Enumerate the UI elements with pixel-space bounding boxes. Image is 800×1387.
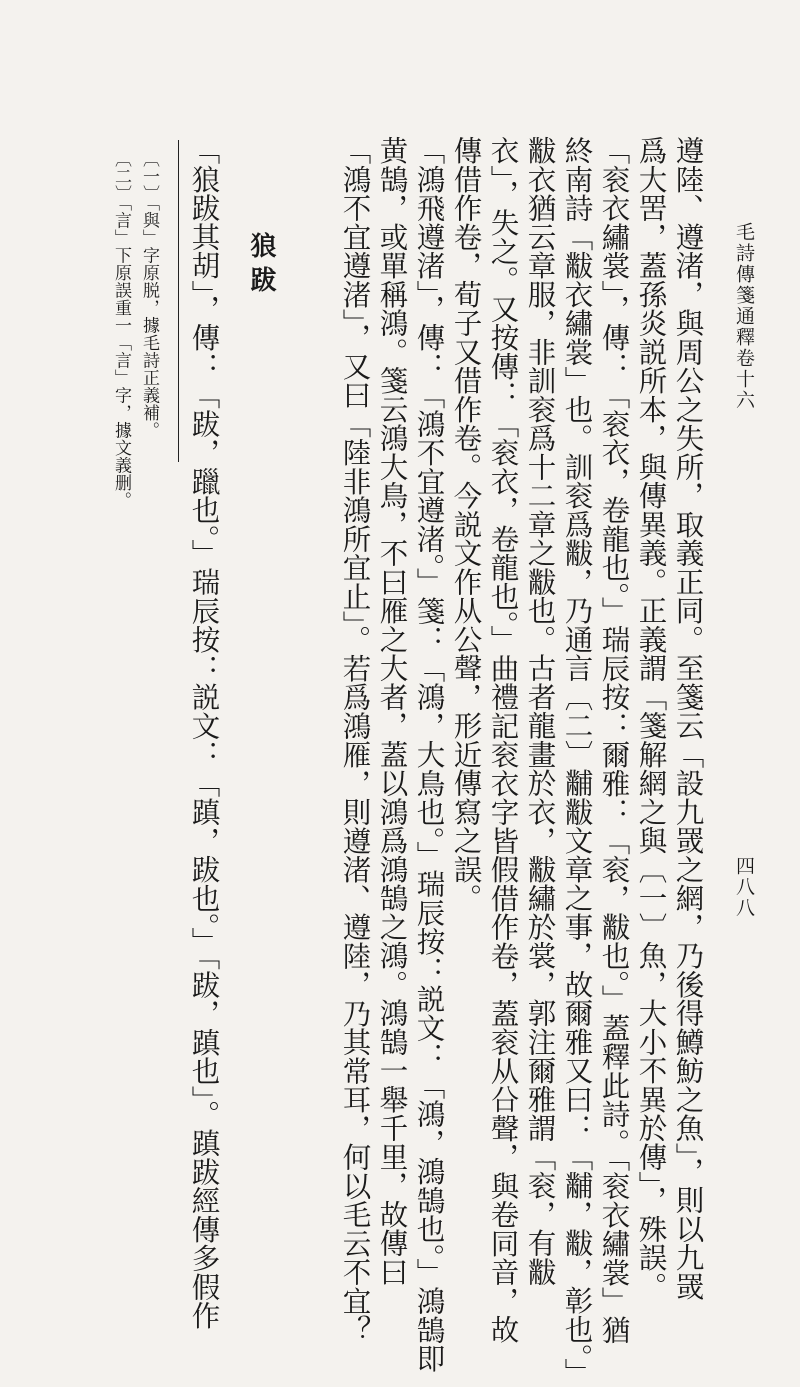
body-column-9: 黄鵠，或單稱鴻。箋云鴻大鳥，不曰雁之大者，蓋以鴻爲鴻鵠之鴻。鴻鵠一舉千里，故傳曰 — [375, 136, 409, 1286]
body-column-10: 「鴻不宜遵渚」，又曰「陸非鴻所宜止」。若爲鴻雁，則遵渚、遵陸，乃其常耳，何以毛云不宜？ — [338, 136, 372, 1344]
section-title: 狼跋 — [246, 232, 276, 300]
body-column-8: 「鴻飛遵渚」，傳：「鴻不宜遵渚。」箋：「鴻，大鳥也。」瑞辰按：説文：「鴻，鴻鵠也。」鴻鵠即 — [412, 136, 446, 1373]
footnote-1: 〔一〕「與」字原脱，據毛詩正義補。 — [139, 150, 159, 439]
body-column-1: 遵陸、遵渚，與周公之失所，取義正同。至箋云「設九罭之網，乃後得鱒魴之魚」，則以九罭 — [671, 136, 705, 1301]
body-column-7: 傳借作卷，荀子又借作卷。今説文作从公聲，形近傳寫之誤。 — [449, 136, 483, 913]
body-column-2: 爲大罟，蓋孫炎説所本，與傳異義。正義謂「箋解網之與〔一〕魚，大小不異於傳」，殊誤。 — [634, 136, 668, 1301]
footnote-divider — [178, 140, 179, 462]
body-column-5: 黻衣猶云章服，非訓衮爲十二章之黻也。古者龍畫於衣，黻繡於裳，郭注爾雅謂「衮，有黻 — [523, 136, 557, 1286]
body-column-3: 「衮衣繡裳」，傳：「衮衣，卷龍也。」瑞辰按：爾雅：「衮，黻也。」蓋釋此詩。「衮衣繡裳」猶 — [597, 136, 631, 1344]
page-number: 四八八 — [733, 856, 755, 919]
body-column-4: 終南詩「黻衣繡裳」也。訓衮爲黻，乃通言〔二〕黼黻文章之事，故爾雅又曰：「黼，黻，彰也。」 — [560, 136, 594, 1387]
section-column-1: 「狼跋其胡」，傳：「跋，躐也。」瑞辰按：説文：「蹎，跋也。」「跋，蹎也」。蹎跋經傳多假作 — [187, 136, 221, 1330]
footnote-2: 〔二〕「言」下原誤重一「言」字，據文義删。 — [111, 150, 131, 509]
body-column-6: 衣」，失之。又按傳：「衮衣，卷龍也。」曲禮記衮衣字皆假借作卷，蓋衮从㕣聲，與卷同音，故 — [486, 136, 520, 1344]
running-title: 毛詩傳箋通釋卷十六 — [733, 222, 755, 411]
